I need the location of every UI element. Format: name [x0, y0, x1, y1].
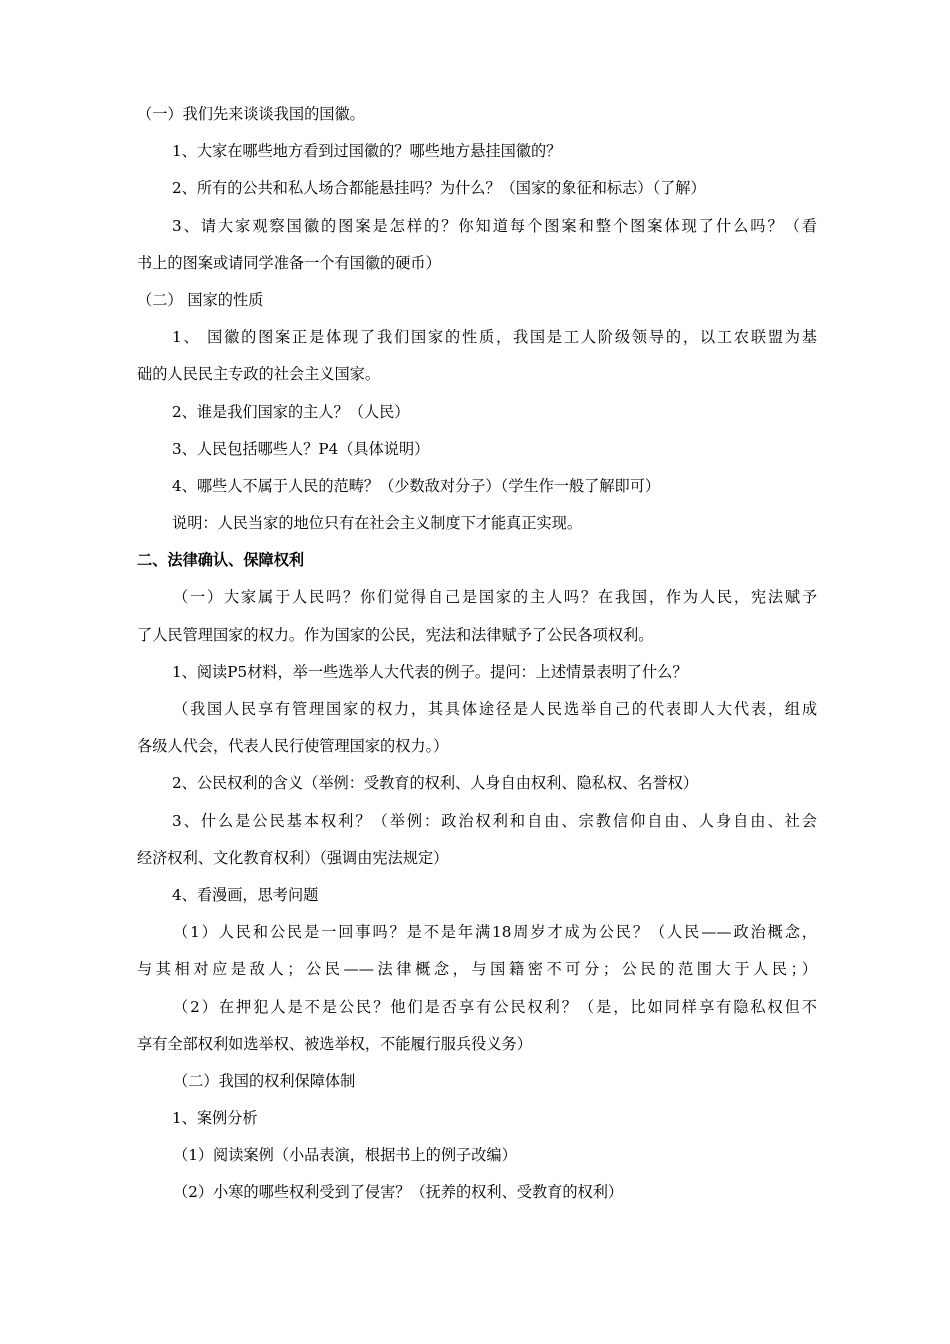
paragraph-line: 1、阅读P5材料，举一些选举人大代表的例子。提问：上述情景表明了什么？: [172, 662, 688, 681]
paragraph-line: 1、大家在哪些地方看到过国徽的？哪些地方悬挂国徽的？: [172, 142, 562, 161]
paragraph-line: 书上的图案或请同学准备一个有国徽的硬币）: [137, 253, 441, 272]
paragraph-line: （1）阅读案例（小品表演，根据书上的例子改编）: [173, 1146, 517, 1165]
paragraph-line: 了人民管理国家的权力。作为国家的公民，宪法和法律赋予了公民各项权利。: [137, 625, 654, 644]
paragraph-line: 1、案例分析: [172, 1109, 258, 1128]
paragraph-line: 说明：人民当家的地位只有在社会主义制度下才能真正实现。: [172, 514, 583, 533]
paragraph-line: 享有全部权利如选举权、被选举权，不能履行服兵役义务）: [137, 1034, 532, 1053]
paragraph-line: 1、 国徽的图案正是体现了我们国家的性质，我国是工人阶级领导的，以工农联盟为基: [172, 328, 817, 347]
paragraph-line: 2、所有的公共和私人场合都能悬挂吗？为什么？（国家的象征和标志）（了解）: [172, 179, 706, 198]
paragraph-line: 3、人民包括哪些人？P4（具体说明）: [172, 439, 430, 458]
paragraph-line: （2）在押犯人是不是公民？他们是否享有公民权利？（是，比如同样享有隐私权但不: [173, 997, 817, 1016]
paragraph-line: （1）人民和公民是一回事吗？是不是年满18周岁才成为公民？（人民——政治概念，: [173, 923, 817, 942]
paragraph-line: 2、公民权利的含义（举例：受教育的权利、人身自由权利、隐私权、名誉权）: [172, 774, 699, 793]
paragraph-line: （一）我们先来谈谈我国的国徽。: [137, 105, 365, 123]
paragraph-line: 经济权利、文化教育权利）（强调由宪法规定）: [137, 848, 449, 867]
paragraph-line: 各级人代会，代表人民行使管理国家的权力。）: [137, 737, 449, 756]
paragraph-line: 3、请大家观察国徽的图案是怎样的？你知道每个图案和整个图案体现了什么吗？（看: [172, 216, 817, 235]
paragraph-line: 础的人民民主专政的社会主义国家。: [137, 365, 380, 384]
paragraph-line: 2、谁是我们国家的主人？（人民）: [172, 402, 410, 421]
paragraph-line: 与其相对应是敌人；公民——法律概念，与国籍密不可分；公民的范围大于人民；）: [137, 960, 817, 979]
paragraph-line: 3、什么是公民基本权利？（举例：政治权利和自由、宗教信仰自由、人身自由、社会: [172, 811, 817, 830]
paragraph-line: （一）大家属于人民吗？你们觉得自己是国家的主人吗？在我国，作为人民，宪法赋予: [173, 588, 817, 607]
paragraph-line: 4、哪些人不属于人民的范畴？（少数敌对分子）（学生作一般了解即可）: [172, 476, 661, 495]
paragraph-line: （2）小寒的哪些权利受到了侵害？（抚养的权利、受教育的权利）: [173, 1183, 624, 1202]
paragraph-line: （我国人民享有管理国家的权力，其具体途径是人民选举自己的代表即人大代表，组成: [173, 700, 817, 718]
paragraph-line: （二） 国家的性质: [137, 290, 264, 309]
document-body: [137, 96, 817, 1212]
paragraph-line: （二）我国的权利保障体制: [173, 1071, 356, 1090]
section-heading: 二、法律确认、保障权利: [137, 551, 305, 570]
paragraph-line: 4、看漫画，思考问题: [172, 885, 319, 904]
